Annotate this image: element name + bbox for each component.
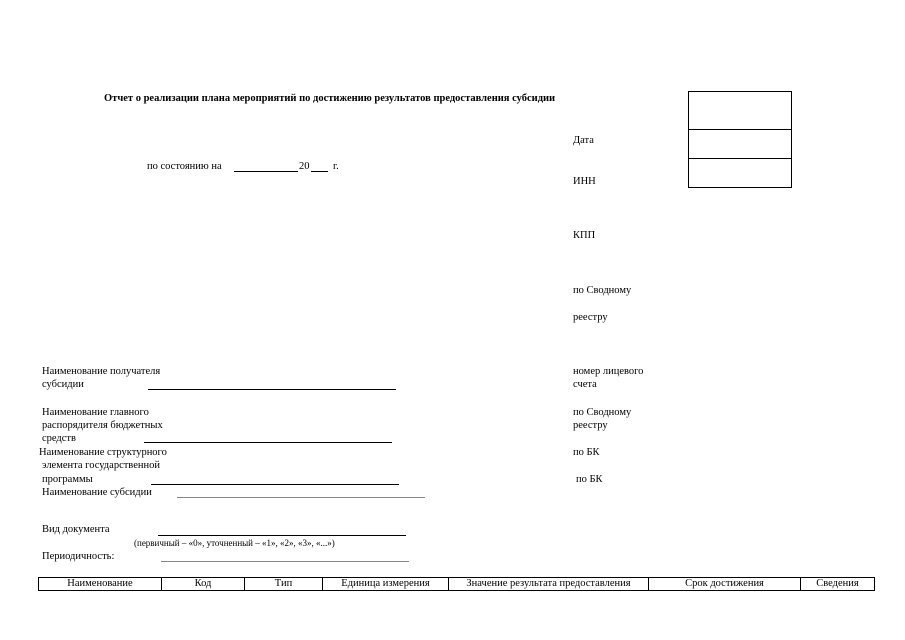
doc-type-field[interactable] [158,535,406,536]
admin-field[interactable] [144,442,392,443]
doc-type-label: Вид документа [42,524,110,535]
admin-label-2: распорядителя бюджетных [42,420,163,431]
label-inn: ИНН [573,176,596,187]
doc-type-hint: (первичный – «0», уточненный – «1», «2», «3», «...») [134,538,335,548]
label-kpp: КПП [573,230,596,241]
recipient-field[interactable] [148,389,396,390]
as-of-year-blank[interactable] [311,171,328,172]
label-bk-1: по БК [573,447,600,458]
program-label-1: Наименование структурного [39,447,167,458]
code-cell-form[interactable] [689,92,791,128]
column-header-info: Сведения [801,578,875,591]
column-header-type: Тип [245,578,323,591]
column-header-unit: Единица измерения [323,578,449,591]
label-registry-b1: по Сводному [573,407,632,418]
column-header-value: Значение результата предоставления [449,578,649,591]
label-registry-2: реестру [573,312,608,323]
label-bk-2: по БК [576,474,603,485]
results-table [38,577,875,591]
label-date: Дата [573,135,594,146]
as-of-label: по состоянию на [147,161,222,172]
label-account-1: номер лицевого [573,366,644,377]
code-cell-inn[interactable] [689,159,791,187]
label-registry-1: по Сводному [573,285,632,296]
as-of-date-blank[interactable] [234,171,298,172]
admin-label-3: средств [42,433,76,444]
column-header-name: Наименование [39,578,162,591]
periodicity-label: Периодичность: [42,551,115,562]
subsidy-label: Наименование субсидии [42,487,152,498]
as-of-year-prefix: 20 [299,161,310,172]
program-field[interactable] [151,484,399,485]
program-label-3: программы [42,474,93,485]
admin-label-1: Наименование главного [42,407,149,418]
report-title: Отчет о реализации плана мероприятий по достижению результатов предоставления субсидии [104,93,556,104]
recipient-label-1: Наименование получателя [42,366,161,377]
recipient-label-2: субсидии [42,379,84,390]
column-header-code: Код [162,578,245,591]
label-registry-b2: реестру [573,420,608,431]
as-of-year-suffix: г. [333,161,339,172]
periodicity-field[interactable] [161,561,409,562]
column-header-deadline: Срок достижения [649,578,801,591]
label-account-2: счета [573,379,597,390]
program-label-2: элемента государственной [42,460,160,471]
table-header-row [39,578,875,591]
subsidy-field[interactable] [177,497,425,498]
code-cell-date[interactable] [689,130,791,157]
